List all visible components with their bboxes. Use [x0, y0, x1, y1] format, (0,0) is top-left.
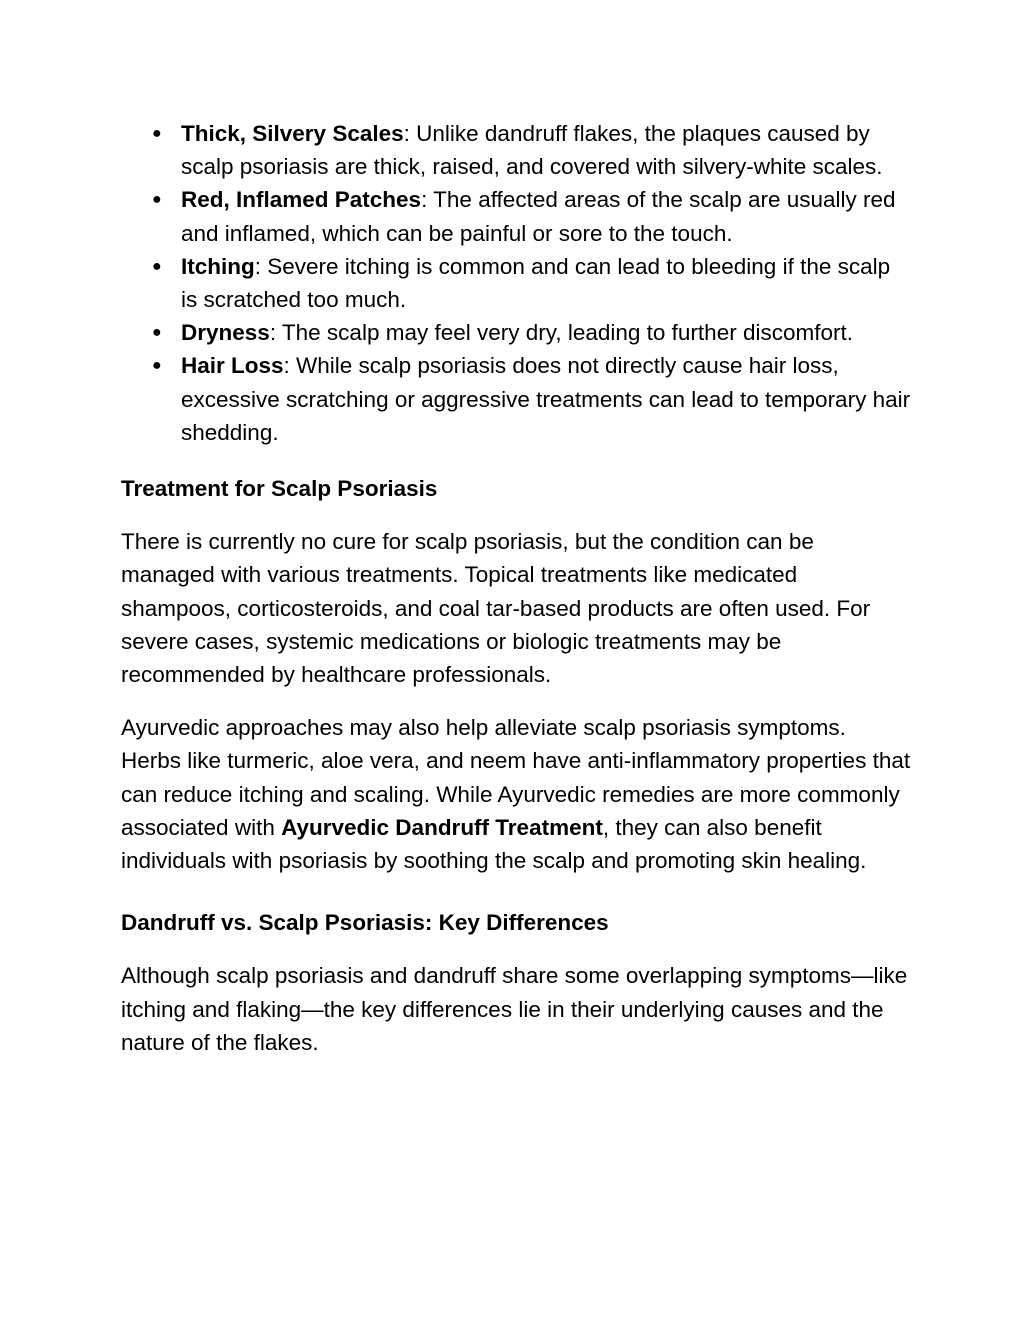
- list-item: [121, 117, 911, 183]
- list-item-text: : The scalp may feel very dry, leading to further discomfort.: [269, 320, 853, 346]
- bullet-icon: ●: [152, 257, 162, 275]
- differences-paragraph: Although scalp psoriasis and dandruff share some overlapping symptoms—like itching and flaking—the key differences lie in their underlying causes and the nature of the flakes.: [121, 963, 908, 1055]
- ayurvedic-paragraph-text-end: , they can also benefit individuals with psoriasis by soothing the scalp and promoting skin healing.: [121, 814, 867, 874]
- list-item-text: : Unlike dandruff flakes, the plaques caused by scalp psoriasis are thick, raised, and covered with silvery-white scales.: [181, 121, 883, 180]
- list-item-term: Red, Inflamed Patches: [181, 187, 422, 213]
- bullet-icon: ●: [152, 357, 162, 375]
- list-item-term: Dryness: [181, 320, 270, 346]
- list-item: [121, 316, 911, 349]
- list-item-text: : The affected areas of the scalp are usually red and inflamed, which can be painful or sore to the touch.: [181, 187, 896, 246]
- list-item-term: Itching: [181, 253, 255, 279]
- bullet-icon: ●: [152, 125, 162, 142]
- ayurvedic-paragraph: [121, 711, 911, 877]
- document-content: [121, 117, 911, 1059]
- list-item: [121, 250, 911, 316]
- list-item-term: Thick, Silvery Scales: [181, 121, 404, 146]
- list-item: [121, 183, 911, 249]
- ayurvedic-dandruff-treatment-emphasis: Ayurvedic Dandruff Treatment: [281, 814, 603, 840]
- symptom-list: [121, 117, 911, 449]
- bullet-icon: ●: [152, 324, 162, 342]
- treatment-heading: Treatment for Scalp Psoriasis: [121, 476, 438, 502]
- list-item-term: Hair Loss: [181, 353, 284, 379]
- differences-heading: Dandruff vs. Scalp Psoriasis: Key Differences: [121, 910, 609, 936]
- list-item-text: : While scalp psoriasis does not directly cause hair loss, excessive scratching or aggressive treatments can lead to temporary hair shedding.: [181, 353, 911, 445]
- treatment-paragraph: There is currently no cure for scalp psoriasis, but the condition can be managed with various treatments. Topical treatments like medicated shampoos, corticosteroids, and coal tar-based products are often used. For severe cases, systemic medications or biologic treatments may be recommended by healthcare professionals.: [121, 529, 871, 688]
- ayurvedic-paragraph-text: Ayurvedic approaches may also help alleviate scalp psoriasis symptoms. Herbs like turmeric, aloe vera, and neem have anti-inflammatory properties that can reduce itching and scaling. While Ayurvedic remedies are more commonly associated with: [121, 715, 911, 840]
- list-item: [121, 349, 911, 449]
- list-item-text: : Severe itching is common and can lead to bleeding if the scalp is scratched too much.: [181, 253, 891, 313]
- bullet-icon: ●: [152, 191, 162, 209]
